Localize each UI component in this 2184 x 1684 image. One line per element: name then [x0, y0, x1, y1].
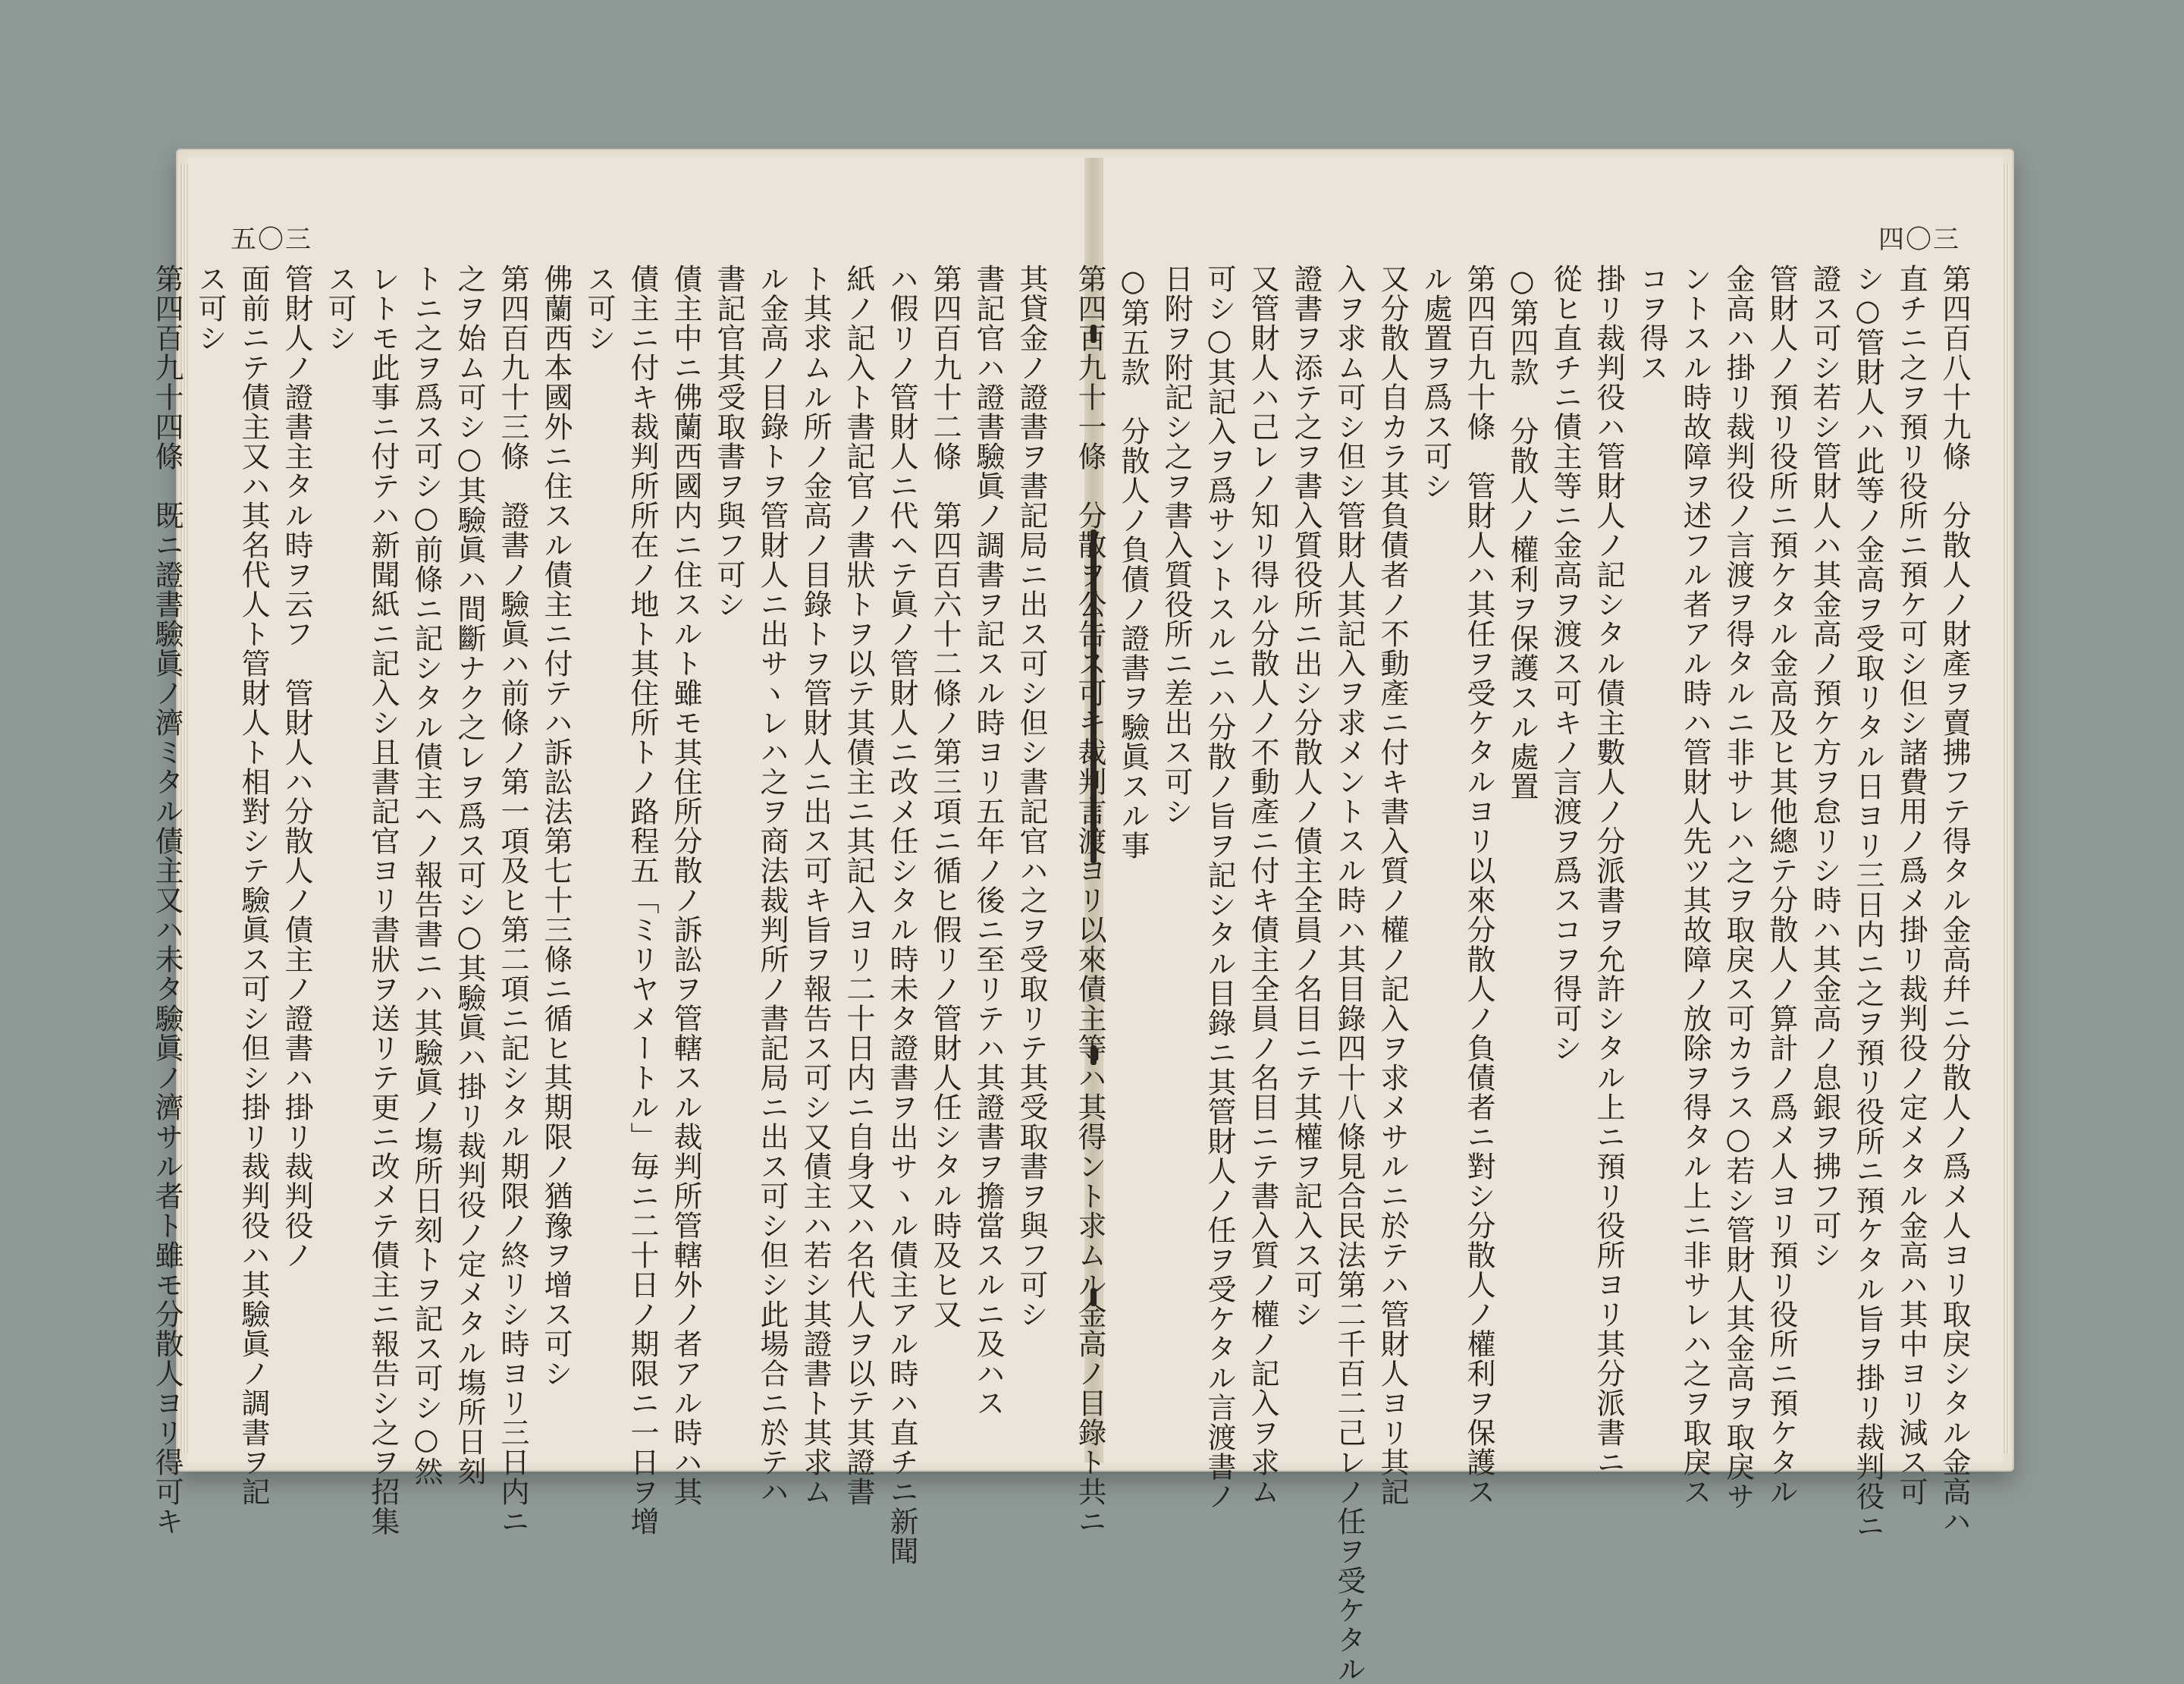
text-column: 第四百九十三條 證書ノ驗眞ハ前條ノ第一項及ヒ第二項ニ記シタル期限ノ終リシ時ヨリ三日内ニ — [496, 264, 529, 1536]
text-column: ス可シ — [582, 264, 616, 353]
text-column: 其貸金ノ證書ヲ書記局ニ出ス可シ但シ書記官ハ之ヲ受取リテ其受取書ヲ與フ可シ — [1015, 264, 1048, 1329]
text-column: 第四百九十一條 分散ヲ公告ス可キ裁判言渡ヨリ以來債主等ハ其得ント求ムル金高ノ目錄ト共ニ — [1073, 264, 1106, 1536]
text-column: 管財人ノ證書主タル時ヲ云フ 管財人ハ分散人ノ債主ノ證書ハ掛リ裁判役ノ — [280, 264, 313, 1270]
text-column: 金高ハ掛リ裁判役ノ言渡ヲ得タルニ非サレハ之ヲ取戾ス可カラス○若シ管財人其金高ヲ取戾サ — [1721, 264, 1755, 1511]
text-column: 紙ノ記入ト書記官ノ書狀トヲ以テ其債主ニ其記入ヨリ二十日内ニ自身又ハ名代人ヲ以テ其證書 — [842, 264, 875, 1506]
text-column: 日附ヲ附記シ之ヲ書入質役所ニ差出ス可シ — [1159, 264, 1193, 826]
open-book — [150, 149, 2014, 1684]
text-column: 證ス可シ若シ管財人ハ其金高ノ預ケ方ヲ怠リシ時ハ其金高ノ息銀ヲ拂フ可シ — [1808, 264, 1841, 1270]
text-column: ス可シ — [193, 264, 227, 353]
text-column: 第四百八十九條 分散人ノ財產ヲ賣拂フテ得タル金高幷ニ分散人ノ爲メ人ヨリ取戾シタル金高ハ — [1938, 264, 1971, 1536]
text-column: トニ之ヲ爲ス可シ○前條ニ記シタル債主ヘノ報告書ニハ其驗眞ノ塲所日刻トヲ記ス可シ○然 — [410, 264, 443, 1486]
text-column: ル金高ノ目錄トヲ管財人ニ出サヽレハ之ヲ商法裁判所ノ書記局ニ出ス可シ但シ此場合ニ於テハ — [755, 264, 789, 1506]
right-text-block — [1073, 264, 1975, 1684]
text-column: 入ヲ求ム可シ但シ管財人其記入ヲ求メントスル時ハ其目錄四十八條見合民法第二千百二己レノ任ヲ受ケタル — [1332, 264, 1366, 1684]
text-column: 管財人ノ預リ役所ニ預ケタル金高及ヒ其他總テ分散人ノ算計ノ爲メ人ヨリ預リ役所ニ預ケタル — [1765, 264, 1798, 1506]
text-column: 佛蘭西本國外ニ住スル債主ニ付テハ訴訟法第七十三條ニ循ヒ其期限ノ猶豫ヲ增ス可シ — [539, 264, 573, 1388]
page-edges-right — [2002, 164, 2010, 1453]
text-column: 又分散人自カラ其負債者ノ不動產ニ付キ書入質ノ權ノ記入ヲ求メサルニ於テハ管財人ヨリ其記 — [1376, 264, 1409, 1506]
text-column: 第四百九十二條 第四百六十二條ノ第三項ニ循ヒ假リノ管財人任シタル時及ヒ又 — [928, 264, 962, 1329]
text-column: 直チニ之ヲ預リ役所ニ預ケ可シ但シ諸費用ノ爲メ掛リ裁判役ノ定メタル金高ハ其中ヨリ減ス可 — [1894, 264, 1928, 1506]
text-column: 之ヲ始ム可シ○其驗眞ハ間斷ナク之レヲ爲ス可シ○其驗眞ハ掛リ裁判役ノ定メタル塲所日刻 — [453, 264, 486, 1486]
text-column: レトモ此事ニ付テハ新聞紙ニ記入シ且書記官ヨリ書狀ヲ送リテ更ニ改メテ債主ニ報告シ之ヲ招集 — [366, 264, 400, 1536]
text-column: 面前ニテ債主又ハ其名代人ト管財人ト相對シテ驗眞ス可シ但シ掛リ裁判役ハ其驗眞ノ調書ヲ記 — [237, 264, 270, 1506]
text-column: ス可シ — [323, 264, 356, 353]
text-column: 從ヒ直チニ債主等ニ金高ヲ渡ス可キノ言渡ヲ爲スコヲ得可シ — [1549, 264, 1582, 1063]
right-page-number: 四〇三 — [1878, 225, 1960, 255]
left-page-number: 五〇三 — [231, 225, 312, 255]
text-column: ル處置ヲ爲ス可シ — [1419, 264, 1452, 501]
text-column: 掛リ裁判役ハ管財人ノ記シタル債主數人ノ分派書ヲ允許シタル上ニ預リ役所ヨリ其分派書ニ — [1592, 264, 1625, 1477]
text-column: ○第四款 分散人ノ權利ヲ保護スル處置 — [1505, 264, 1539, 801]
text-column: ト其求ムル所ノ金高ノ目錄トヲ管財人ニ出ス可キ旨ヲ報告ス可シ又債主ハ若シ其證書ト其求ム — [799, 264, 832, 1506]
text-column: 債主中ニ佛蘭西國内ニ住スルト雖モ其住所分散ノ訴訟ヲ管轄スル裁判所管轄外ノ者アル時ハ其 — [669, 264, 702, 1506]
text-column: シ○管財人ハ此等ノ金高ヲ受取リタル日ヨリ三日内ニ之ヲ預リ役所ニ預ケタル旨ヲ掛リ裁判役ニ — [1851, 264, 1884, 1541]
text-column: 第四百九十條 管財人ハ其任ヲ受ケタルヨリ以來分散人ノ負債者ニ對シ分散人ノ權利ヲ保護ス — [1462, 264, 1495, 1506]
left-page — [150, 158, 1085, 1566]
text-column: 書記官ハ證書驗眞ノ調書ヲ記スル時ヨリ五年ノ後ニ至リテハ其證書ヲ擔當スルニ及ハス — [971, 264, 1005, 1418]
text-column: 書記官其受取書ヲ與フ可シ — [712, 264, 745, 619]
text-column: コヲ得ス — [1635, 264, 1668, 382]
right-page — [1073, 158, 2003, 1684]
text-column: 第四百九十四條 既ニ證書驗眞ノ濟ミタル債主又ハ未タ驗眞ノ濟サル者ト雖モ分散人ヨリ得可キ — [150, 264, 184, 1536]
text-column: ○第五款 分散人ノ負債ノ證書ヲ驗眞スル事 — [1116, 264, 1150, 860]
text-column: 又管財人ハ己レノ知リ得ル分散人ノ不動產ニ付キ債主全員ノ名目ニテ書入質ノ權ノ記入ヲ求ム — [1246, 264, 1279, 1506]
text-column: 可シ○其記入ヲ爲サントスルニハ分散ノ旨ヲ記シタル目錄ニ其管財人ノ任ヲ受ケタル言渡書ノ — [1203, 264, 1236, 1511]
left-text-block — [150, 264, 1053, 1566]
text-column: ハ假リノ管財人ニ代ヘテ眞ノ管財人ニ改メ任シタル時未タ證書ヲ出サヽル債主アル時ハ直チニ新聞 — [885, 264, 918, 1566]
text-column: 債主ニ付キ裁判所所在ノ地ト其住所トノ路程五「ミリヤメートル」毎ニ二十日ノ期限ニ一日ヲ增 — [626, 264, 659, 1536]
text-column: 證書ヲ添テ之ヲ書入質役所ニ出シ分散人ノ債主全員ノ名目ニテ其權ヲ記入ス可シ — [1289, 264, 1323, 1329]
text-column: ントスル時故障ヲ述フル者アル時ハ管財人先ツ其故障ノ放除ヲ得タル上ニ非サレハ之ヲ取戾ス — [1678, 264, 1712, 1506]
